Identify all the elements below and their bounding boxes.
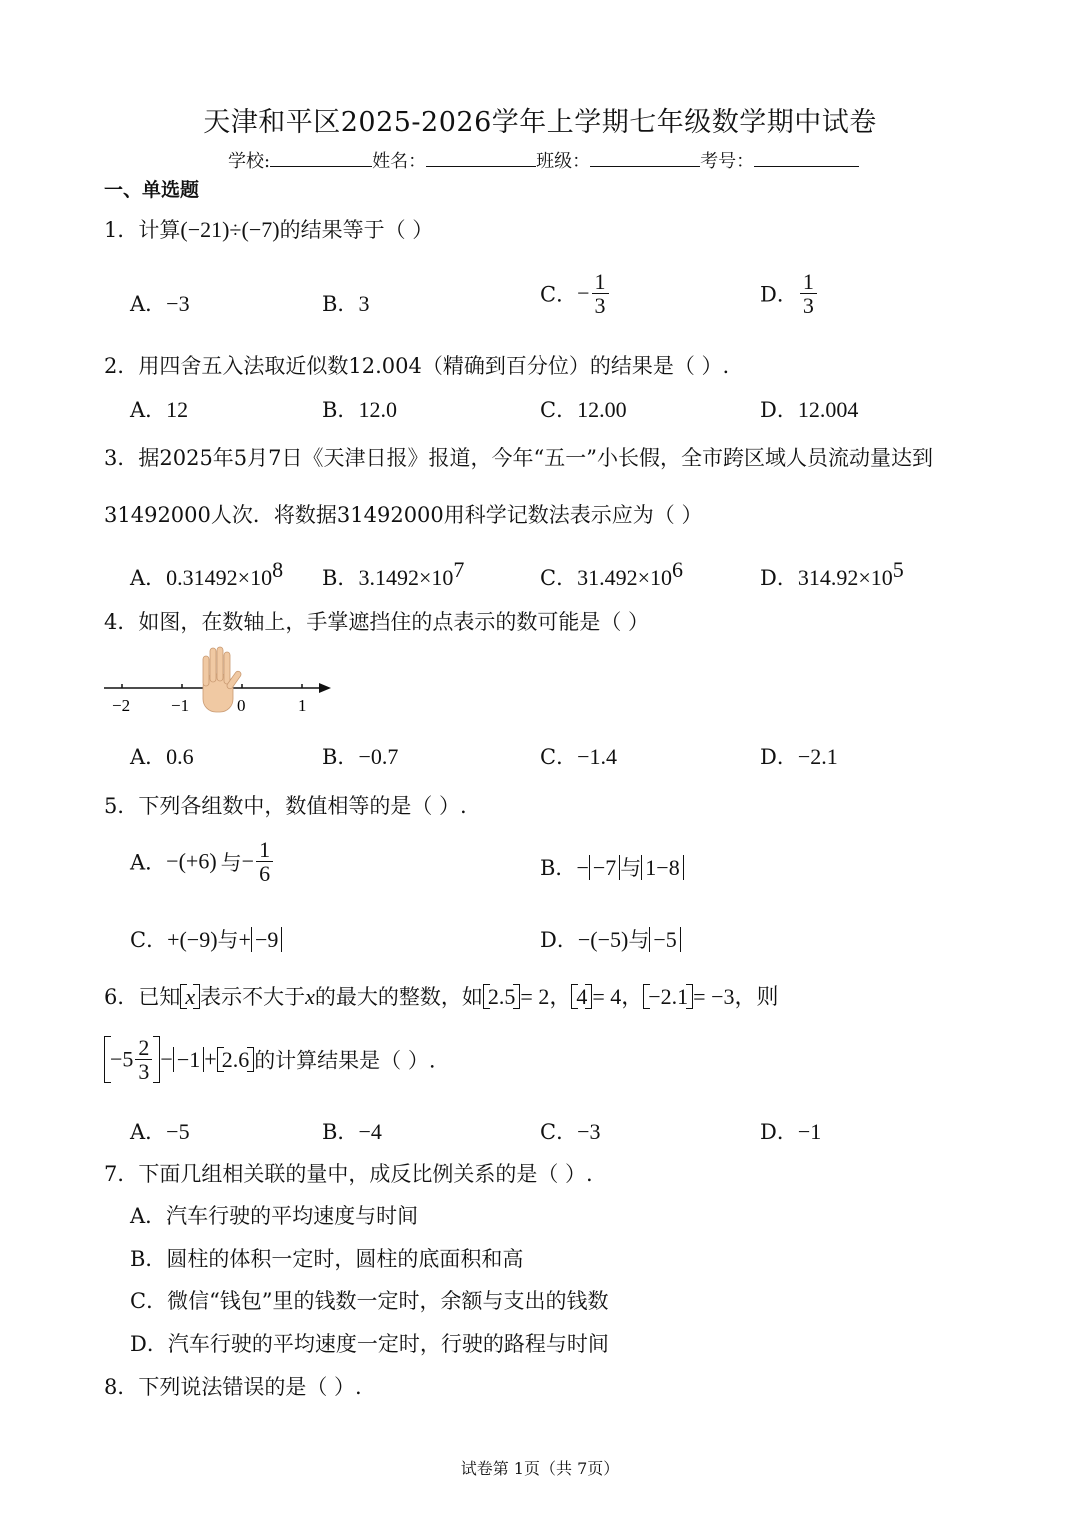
absolute-value: −5: [649, 927, 680, 952]
axis-label: −1: [171, 696, 190, 715]
page-footer: 试卷第 1页（共 7页）: [460, 1459, 620, 1478]
q2-option-a[interactable]: [130, 394, 188, 424]
bracket-serif: [513, 984, 519, 985]
bracket-serif: [181, 1008, 187, 1009]
fraction-numerator: 2: [135, 1036, 152, 1060]
option-value: −1: [797, 1119, 822, 1144]
fraction-denominator: 6: [259, 861, 271, 887]
plus-sign: +: [204, 1046, 217, 1072]
axis-label: −2: [112, 696, 131, 715]
option-letter: D．: [760, 1120, 798, 1144]
option-letter: B．: [322, 1120, 359, 1144]
question-3-stem-line1: 3．据2025年5月7日《天津日报》报道，今年“五一”小长假，全市跨区域人员流动量达到: [104, 446, 933, 470]
q1-option-a[interactable]: [130, 288, 190, 318]
q6-option-a[interactable]: [130, 1116, 190, 1146]
option-letter: D．: [760, 282, 798, 307]
axis-arrow: [319, 683, 331, 693]
math-expression: = 2，: [520, 984, 572, 1009]
option-letter: B．: [322, 398, 359, 422]
q3-option-b[interactable]: [322, 557, 464, 592]
bracket-serif: [484, 984, 490, 985]
stem-text: 计算: [138, 218, 181, 242]
minus-sign: −: [160, 1046, 173, 1072]
floor-bracket: 2.5: [483, 984, 521, 1009]
option-letter: B．: [322, 292, 359, 316]
question-3-stem-line2: 31492000人次．将数据31492000用科学记数法表示应为（ ）: [104, 503, 703, 527]
option-letter: A．: [130, 1120, 167, 1144]
exponent: 7: [453, 557, 465, 582]
bracket-serif: [218, 1047, 224, 1048]
bracket-serif: [644, 984, 650, 985]
class-blank[interactable]: [590, 166, 700, 167]
option-value: −2.1: [797, 744, 838, 769]
connector-text: 与: [620, 856, 642, 880]
exponent: 6: [672, 557, 683, 582]
q2-option-c[interactable]: [540, 394, 627, 424]
bracket-serif: [247, 1071, 253, 1072]
absolute-value: −9: [251, 927, 282, 952]
option-letter: B．: [322, 566, 359, 590]
bracket-serif: [572, 984, 578, 985]
floor-bracket: −2.1: [643, 984, 693, 1009]
exam-no-label: 考号：: [700, 151, 755, 172]
option-value: 31.492×10: [577, 565, 672, 590]
stem-text: 的计算结果是（ ）.: [254, 1048, 436, 1073]
bracket-serif: [181, 984, 187, 985]
q2-option-d[interactable]: [760, 394, 858, 424]
question-1-stem: [104, 214, 433, 244]
q6-option-c[interactable]: [540, 1116, 601, 1146]
question-4-stem: 4．如图，在数轴上，手掌遮挡住的点表示的数可能是（ ）: [104, 610, 650, 634]
option-value: −1.4: [577, 744, 617, 769]
q5-option-a[interactable]: [130, 838, 275, 885]
option-value: 12: [166, 397, 189, 422]
exam-no-blank[interactable]: [754, 166, 859, 167]
minus-sign: −: [241, 848, 255, 874]
option-letter: A．: [130, 398, 167, 422]
plus-sign: +: [238, 927, 251, 952]
absolute-value: 1−8: [641, 855, 683, 880]
name-blank[interactable]: [426, 166, 536, 167]
question-number: 1．: [104, 218, 139, 242]
option-letter: A．: [130, 850, 167, 875]
mixed-whole: −5: [110, 1046, 134, 1072]
floor-bracket: [180, 984, 200, 1009]
math-expression: = 4，: [592, 984, 644, 1009]
option-value: −0.7: [358, 744, 399, 769]
option-letter: C．: [540, 1120, 578, 1144]
option-letter: D．: [760, 745, 798, 769]
q3-option-d[interactable]: [760, 557, 904, 592]
math-expression: (−21)÷(−7): [180, 217, 280, 242]
floor-bracket: 4: [571, 984, 592, 1009]
question-2-stem: 2．用四舍五入法取近似数12.004（精确到百分位）的结果是（ ）.: [104, 354, 730, 378]
bracket-serif: [193, 1008, 199, 1009]
q4-option-c[interactable]: [540, 741, 617, 771]
bracket-serif: [572, 1008, 578, 1009]
q1-option-b[interactable]: [322, 288, 369, 318]
q4-option-b[interactable]: [322, 741, 398, 771]
bracket-serif: [686, 1008, 692, 1009]
section-heading: 一、单选题: [104, 179, 200, 201]
exponent: 8: [272, 557, 284, 582]
stem-text: 的结果等于（ ）: [279, 218, 434, 242]
axis-label: 0: [237, 696, 246, 715]
stem-text: 表示不大于: [200, 985, 306, 1009]
option-value: 12.00: [577, 397, 627, 422]
option-letter: A．: [130, 292, 167, 316]
question-6-stem-line1: [104, 980, 779, 1011]
q1-option-c[interactable]: [540, 270, 611, 317]
q6-option-d[interactable]: [760, 1116, 821, 1146]
absolute-value: −7: [589, 855, 620, 880]
option-letter: C．: [540, 745, 578, 769]
question-5-stem: 5．下列各组数中，数值相等的是（ ）.: [104, 794, 467, 818]
q2-option-b[interactable]: [322, 394, 397, 424]
option-letter: A．: [130, 566, 167, 590]
floor-bracket: 2.6: [217, 1047, 255, 1072]
school-label: 学校:: [228, 151, 271, 172]
fraction-denominator: 3: [138, 1059, 150, 1085]
class-label: 班级：: [536, 151, 591, 172]
option-letter: C．: [130, 928, 168, 952]
q1-option-d[interactable]: [760, 270, 819, 317]
bracket-serif: [585, 984, 591, 985]
q5-option-c[interactable]: [130, 924, 282, 954]
math-expression: −(−5): [577, 927, 629, 952]
question-8-stem: 8．下列说法错误的是（ ）.: [104, 1375, 362, 1399]
option-letter: B．: [322, 745, 359, 769]
bracket-serif: [105, 1036, 111, 1037]
option-letter: C．: [540, 398, 578, 422]
q5-option-d[interactable]: [540, 924, 681, 954]
option-letter: D．: [540, 928, 578, 952]
option-value: 0.31492×10: [166, 565, 273, 590]
number-line-figure: [100, 640, 340, 720]
connector-text: 与: [220, 850, 242, 875]
q4-option-d[interactable]: [760, 741, 838, 771]
stem-text: 的最大的整数，如: [314, 985, 483, 1009]
q3-option-c[interactable]: [540, 557, 683, 592]
school-blank[interactable]: [270, 166, 372, 167]
floor-bracket: [104, 1036, 160, 1083]
connector-text: 与: [217, 928, 239, 952]
option-value: −3: [166, 291, 190, 316]
option-value: 3.1492×10: [358, 565, 454, 590]
option-letter: B．: [540, 856, 577, 880]
variable: x: [305, 984, 315, 1009]
option-letter: A．: [130, 745, 167, 769]
option-value: −4: [358, 1119, 382, 1144]
bracket-serif: [153, 1036, 159, 1037]
math-expression: = −3，则: [693, 984, 779, 1009]
option-value: 12.0: [358, 397, 397, 422]
bracket-serif: [644, 1008, 650, 1009]
bracket-serif: [153, 1082, 159, 1083]
minus-sign: −: [576, 855, 589, 880]
option-value: 12.004: [797, 397, 859, 422]
option-letter: C．: [540, 282, 578, 307]
option-letter: C．: [540, 566, 578, 590]
minus-sign: −: [577, 280, 590, 306]
exponent: 5: [892, 557, 904, 582]
q5-option-b[interactable]: [540, 852, 684, 882]
info-line: [228, 147, 859, 173]
stem-text: 已知: [138, 985, 181, 1009]
axis-label: 1: [298, 696, 307, 715]
name-label: 姓名：: [372, 151, 427, 172]
fraction-numerator: 1: [800, 270, 817, 294]
question-7-stem: 7．下面几组相关联的量中，成反比例关系的是（ ）.: [104, 1162, 593, 1186]
fraction-numerator: 1: [256, 838, 273, 862]
connector-text: 与: [628, 928, 650, 952]
bracket-serif: [585, 1008, 591, 1009]
option-value: 314.92×10: [797, 565, 893, 590]
bracket-serif: [686, 984, 692, 985]
page-title: 天津和平区2025-2026学年上学期七年级数学期中试卷: [203, 107, 877, 138]
q7-option-b[interactable]: B．圆柱的体积一定时，圆柱的底面积和高: [130, 1247, 524, 1271]
option-value: 3: [358, 291, 370, 316]
q3-option-a[interactable]: [130, 557, 283, 592]
bracket-serif: [513, 1008, 519, 1009]
option-letter: D．: [760, 398, 798, 422]
q7-option-a[interactable]: A．汽车行驶的平均速度与时间: [130, 1204, 419, 1228]
bracket-serif: [193, 984, 199, 985]
variable: x: [185, 984, 196, 1009]
bracket-serif: [247, 1047, 253, 1048]
q6-option-b[interactable]: [322, 1116, 382, 1146]
question-6-stem-line2: [104, 1036, 436, 1083]
fraction-denominator: 3: [594, 293, 606, 319]
option-value: −5: [166, 1119, 190, 1144]
fraction-denominator: 3: [802, 293, 814, 319]
q7-option-c[interactable]: C．微信“钱包”里的钱数一定时，余额与支出的钱数: [130, 1289, 609, 1313]
option-value: −3: [577, 1119, 601, 1144]
bracket-serif: [218, 1071, 224, 1072]
question-number: 6．: [104, 985, 139, 1009]
absolute-value: −1: [173, 1047, 204, 1072]
q4-option-a[interactable]: [130, 741, 194, 771]
math-expression: −(+6): [166, 848, 217, 874]
bracket-serif: [484, 1008, 490, 1009]
option-letter: D．: [760, 566, 798, 590]
fraction-numerator: 1: [592, 270, 609, 294]
math-expression: +(−9): [167, 927, 218, 952]
bracket-serif: [105, 1082, 111, 1083]
option-value: 0.6: [166, 744, 194, 769]
q7-option-d[interactable]: D．汽车行驶的平均速度一定时，行驶的路程与时间: [130, 1332, 609, 1356]
